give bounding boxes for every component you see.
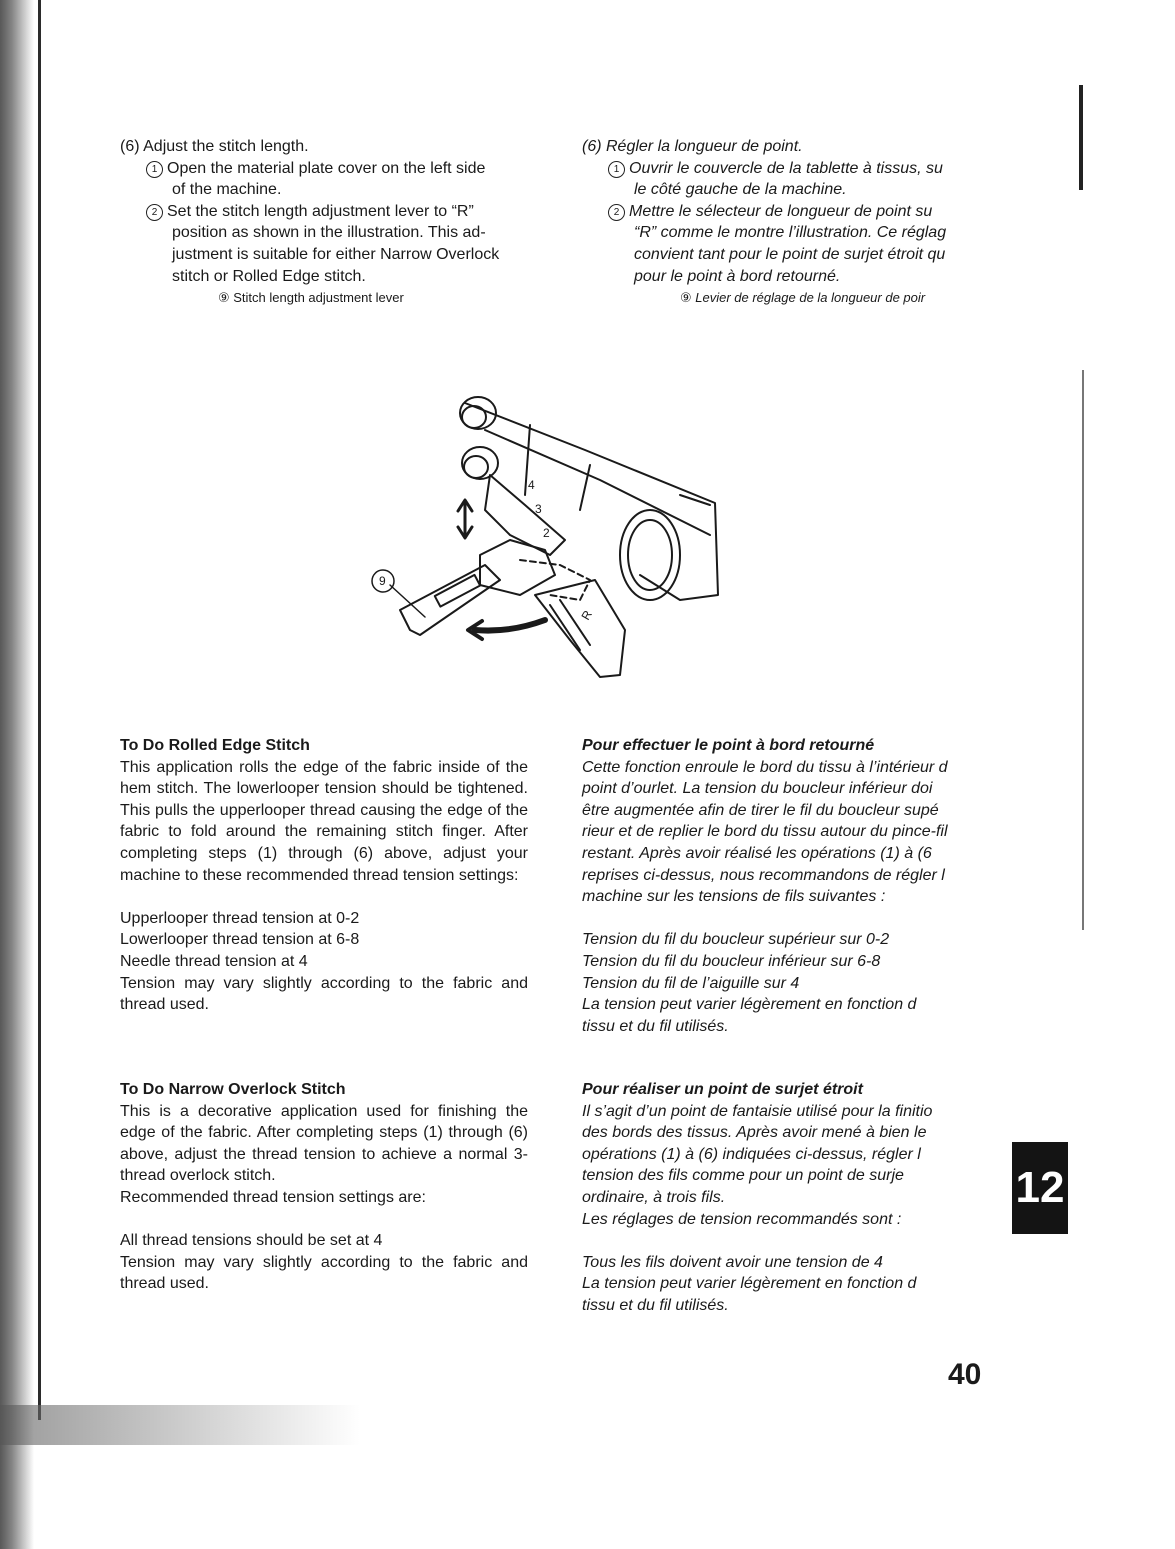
en-rolled-edge-body: This application rolls the edge of the fabric inside of the hem stitch. The lowerlooper tension should be tightened. This pulls the upperlooper thread causing the edge of the fabric to fold around the remaining stitch finger. After completing steps (1) through (6) above, adjust your machine to these recommended thread tension settings:	[120, 758, 528, 884]
fr-narrow-line4: tension des fils comme pour un point de surje	[582, 1167, 904, 1185]
fr-sub1-line2: le côté gauche de la machine.	[634, 181, 847, 199]
fr-narrow-line2: des bords des tissus. Après avoir mené à bien le	[582, 1124, 927, 1142]
scale-label-4: 4	[528, 478, 535, 492]
en-sub1-line1: 1 Open the material plate cover on the left side	[120, 158, 528, 180]
fr-rolled-setting-needle: Tension du fil de l’aiguille sur 4	[582, 974, 800, 992]
en-sub2-line2: position as shown in the illustration. This ad-	[172, 224, 486, 242]
scan-edge-shadow	[0, 0, 34, 1549]
fr-narrow-note1: La tension peut varier légèrement en fonction d	[582, 1275, 917, 1293]
fr-rolled-edge-section	[582, 735, 990, 1037]
fr-rolled-note1: La tension peut varier légèrement en fonction d	[582, 996, 917, 1014]
scan-right-rule	[1079, 85, 1083, 190]
fr-figure-caption: ⑨ Levier de réglage de la longueur de poir	[680, 290, 926, 306]
callout-number: 9	[379, 574, 386, 588]
fr-rolled-line6: reprises ci-dessus, nous recommandons de régler l	[582, 866, 945, 884]
scale-label-3: 3	[535, 502, 542, 516]
en-rolled-setting-lowerlooper: Lowerlooper thread tension at 6-8	[120, 931, 360, 949]
fr-narrow-recommended: Les réglages de tension recommandés sont :	[582, 1210, 902, 1228]
fr-sub2-line4: pour le point à bord retourné.	[634, 267, 841, 285]
page-number: 40	[948, 1358, 982, 1391]
fr-step6-block	[582, 136, 990, 309]
fr-narrow-line1: Il s’agit d’un point de fantaisie utilisé pour la finitio	[582, 1102, 933, 1120]
fr-rolled-note2: tissu et du fil utilisés.	[582, 1017, 729, 1035]
scan-bottom-shadow	[0, 1405, 360, 1445]
fr-rolled-line5: restant. Après avoir réalisé les opérations (1) à (6	[582, 844, 932, 862]
fr-narrow-line5: ordinaire, à trois fils.	[582, 1188, 726, 1206]
fr-narrow-setting: Tous les fils doivent avoir une tension de 4	[582, 1253, 883, 1271]
fr-rolled-line4: rieur et de replier le bord du tissu autour du pince-fil	[582, 823, 948, 841]
scale-label-r: R	[578, 607, 595, 623]
en-sub1-line2: of the machine.	[172, 181, 282, 199]
en-narrow-setting: All thread tensions should be set at 4	[120, 1232, 383, 1250]
fr-narrow-overlock-section	[582, 1079, 990, 1317]
fr-rolled-setting-lowerlooper: Tension du fil du boucleur inférieur sur 6-8	[582, 952, 881, 970]
fr-sub2-line2: “R” comme le montre l’illustration. Ce réglag	[634, 224, 947, 242]
en-figure-caption: ⑨ Stitch length adjustment lever	[218, 290, 404, 306]
en-step6-block	[120, 136, 528, 309]
scale-label-2: 2	[543, 526, 550, 540]
fr-rolled-setting-upperlooper: Tension du fil du boucleur supérieur sur 0-2	[582, 931, 890, 949]
fr-narrow-note2: tissu et du fil utilisés.	[582, 1296, 729, 1314]
en-narrow-overlock-body: This is a decorative application used for finishing the edge of the fabric. After completing steps (1) through (6) above, adjust the thread tension to achieve a normal 3-thread overlock stitch.	[120, 1102, 528, 1185]
en-rolled-note: Tension may vary slightly according to the fabric and thread used.	[120, 974, 528, 1014]
fr-rolled-line7: machine sur les tensions de fils suivantes :	[582, 888, 886, 906]
en-sub2-line4: stitch or Rolled Edge stitch.	[172, 267, 366, 285]
stitch-length-lever-illustration	[350, 385, 730, 685]
chapter-tab: 12	[1012, 1142, 1068, 1234]
scan-left-rule	[38, 0, 41, 1420]
fr-sub2-line3: convient tant pour le point de surjet étroit qu	[634, 245, 946, 263]
en-sub2-line1: 2 Set the stitch length adjustment lever to “R”	[120, 201, 528, 223]
en-rolled-setting-needle: Needle thread tension at 4	[120, 952, 308, 970]
fr-sub1-line1: 1 Ouvrir le couvercle de la tablette à tissus, su	[582, 158, 990, 180]
fr-rolled-line2: point d’ourlet. La tension du boucleur inférieur doi	[582, 780, 933, 798]
en-rolled-setting-upperlooper: Upperlooper thread tension at 0-2	[120, 909, 360, 927]
circled-number-icon: 2	[146, 204, 163, 221]
circled-number-icon: 1	[146, 161, 163, 178]
fr-narrow-overlock-heading: Pour réaliser un point de surjet étroit	[582, 1081, 863, 1098]
fr-step6-title: (6) Régler la longueur de point.	[582, 138, 803, 155]
fr-rolled-line1: Cette fonction enroule le bord du tissu à l’intérieur d	[582, 758, 948, 776]
en-narrow-note: Tension may vary slightly according to the fabric and thread used.	[120, 1253, 528, 1293]
en-narrow-recommended: Recommended thread tension settings are:	[120, 1188, 426, 1206]
fr-rolled-edge-heading: Pour effectuer le point à bord retourné	[582, 737, 875, 754]
en-narrow-overlock-section	[120, 1079, 528, 1295]
en-narrow-overlock-heading: To Do Narrow Overlock Stitch	[120, 1081, 346, 1098]
circled-number-icon: 1	[608, 161, 625, 178]
en-step6-title: (6) Adjust the stitch length.	[120, 138, 309, 155]
circled-number-icon: 2	[608, 204, 625, 221]
fr-narrow-line3: opérations (1) à (6) indiquées ci-dessus, régler l	[582, 1145, 921, 1163]
en-rolled-edge-section	[120, 735, 528, 1016]
en-rolled-edge-heading: To Do Rolled Edge Stitch	[120, 737, 310, 754]
scan-right-rule-faint	[1082, 370, 1084, 930]
fr-sub2-line1: 2 Mettre le sélecteur de longueur de point su	[582, 201, 990, 223]
en-sub2-line3: justment is suitable for either Narrow Overlock	[172, 245, 500, 263]
machine-arm-outline	[465, 403, 718, 600]
fr-rolled-line3: être augmentée afin de tirer le fil du boucleur supé	[582, 801, 939, 819]
